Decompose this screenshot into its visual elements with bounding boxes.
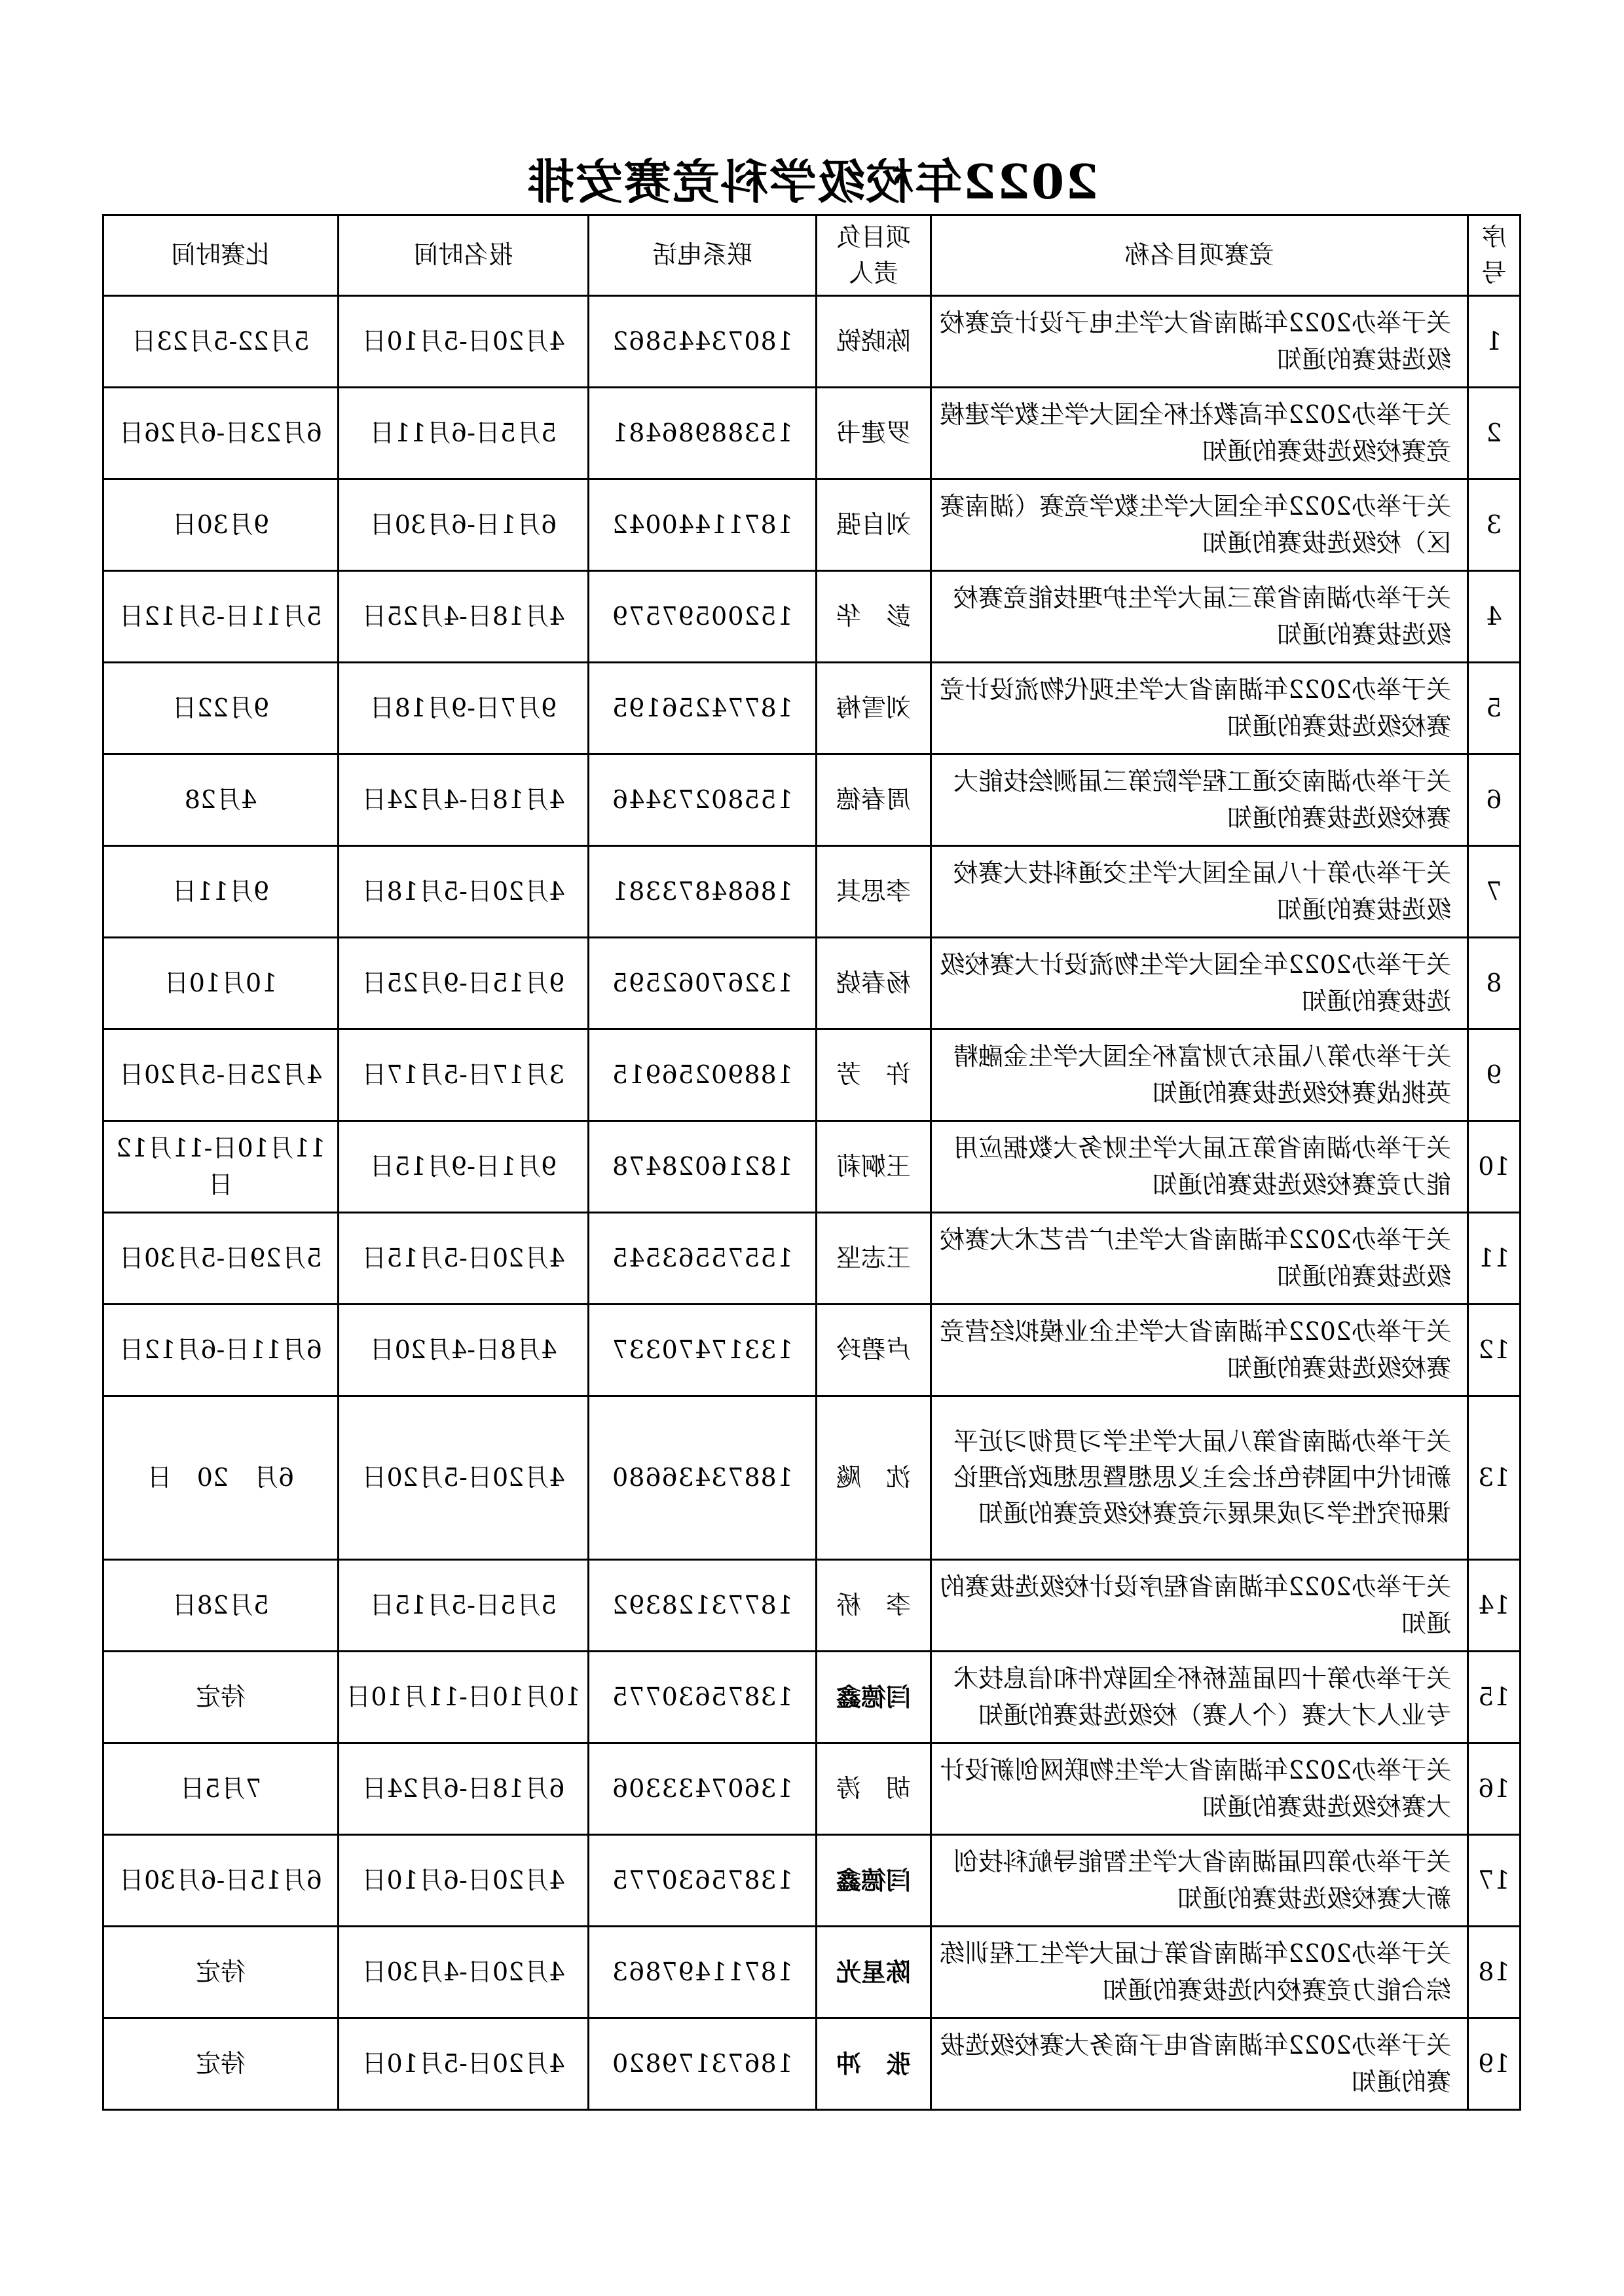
row-competition-time: 6月15日-6月30日 [103,1835,339,1927]
row-competition-time: 9月30日 [103,479,339,571]
row-project-name: 关于举办第十四届蓝桥杯全国软件和信息技术专业人才大赛（个人赛）校级选拔赛的通知 [931,1652,1468,1743]
row-phone: 18711440042 [589,479,817,571]
row-seq: 11 [1468,1213,1521,1305]
row-phone: 18216028478 [589,1121,817,1213]
row-registration-time: 4月18日-4月25日 [339,571,589,663]
row-leader: 周春德 [817,754,931,846]
row-competition-time: 9月22日 [103,663,339,754]
table-row [103,1396,1521,1560]
row-seq: 13 [1468,1396,1521,1560]
row-phone: 18711497863 [589,1927,817,2018]
row-leader: 王婀莉 [817,1121,931,1213]
row-seq: 9 [1468,1029,1521,1121]
row-registration-time: 5月5日-6月11日 [339,388,589,479]
competition-schedule-table [102,214,1521,2111]
row-registration-time: 4月20日-5月20日 [339,1396,589,1560]
row-phone: 18873436680 [589,1396,817,1560]
row-leader: 李思其 [817,846,931,938]
table-row [103,754,1521,846]
row-project-name: 关于举办2022年湖南省大学生物联网创新设计大赛校级选拔赛的通知 [931,1743,1468,1835]
row-competition-time: 6月23日-6月26日 [103,388,339,479]
row-registration-time: 4月20日-5月10日 [339,2018,589,2110]
row-project-name: 关于举办湖南省第五届大学生财务大数据应用能力竞赛校级选拔赛的通知 [931,1121,1468,1213]
table-row [103,846,1521,938]
row-registration-time: 9月15日-9月25日 [339,938,589,1029]
table-row [103,1560,1521,1652]
table-row [103,296,1521,388]
row-seq: 1 [1468,296,1521,388]
row-project-name: 关于举办2022年高教社杯全国大学生数学建模竞赛校级选拔赛的通知 [931,388,1468,479]
table-row [103,1927,1521,2018]
header-reg: 报名时间 [339,215,589,296]
row-project-name: 关于举办2022年湖南省大学生电子设计竞赛校级选拔赛的通知 [931,296,1468,388]
table-row [103,1743,1521,1835]
row-phone: 18684873381 [589,846,817,938]
row-competition-time: 9月11日 [103,846,339,938]
row-competition-time: 5月22-5月23日 [103,296,339,388]
row-phone: 13267062595 [589,938,817,1029]
row-leader: 刘雪梅 [817,663,931,754]
row-seq: 12 [1468,1305,1521,1396]
row-competition-time: 5月11日-5月12日 [103,571,339,663]
row-phone: 18774256195 [589,663,817,754]
row-seq: 2 [1468,388,1521,479]
row-registration-time: 5月5日-5月15日 [339,1560,589,1652]
row-project-name: 关于举办2022年湖南省第七届大学生工程训练综合能力竞赛校内选拔赛的通知 [931,1927,1468,2018]
table-header-row [103,215,1521,296]
row-registration-time: 4月20日-5月10日 [339,296,589,388]
row-seq: 4 [1468,571,1521,663]
row-seq: 19 [1468,2018,1521,2110]
row-competition-time: 5月29日-5月30日 [103,1213,339,1305]
row-competition-time: 4月28 [103,754,339,846]
row-seq: 3 [1468,479,1521,571]
row-phone: 15575563545 [589,1213,817,1305]
row-registration-time: 9月1日-9月15日 [339,1121,589,1213]
header-seq: 序号 [1468,215,1521,296]
row-competition-time: 7月5日 [103,1743,339,1835]
row-project-name: 关于举办2022年湖南省大学生广告艺术大赛校级选拔赛的通知 [931,1213,1468,1305]
table-row [103,2018,1521,2110]
row-phone: 18773128392 [589,1560,817,1652]
row-phone: 13317470337 [589,1305,817,1396]
header-leader-line1: 项目负 [836,222,912,251]
page-title: 2022年校级学科竞赛安排 [525,154,1099,210]
row-seq: 8 [1468,938,1521,1029]
row-registration-time: 9月7日-9月18日 [339,663,589,754]
row-seq: 10 [1468,1121,1521,1213]
row-phone: 13875630775 [589,1652,817,1743]
row-leader: 李 桥 [817,1560,931,1652]
row-leader: 闫德鑫 [817,1835,931,1927]
row-phone: 15388986481 [589,388,817,479]
row-seq: 14 [1468,1560,1521,1652]
table-row [103,663,1521,754]
header-comp: 比赛时间 [103,215,339,296]
row-project-name: 关于举办湖南省第三届大学生护理技能竞赛校级选拔赛的通知 [931,571,1468,663]
row-phone: 18673179820 [589,2018,817,2110]
table-row [103,1835,1521,1927]
header-leader [817,215,931,296]
row-leader: 刘自强 [817,479,931,571]
row-registration-time: 10月10日-11月10日 [339,1652,589,1743]
row-registration-time: 4月20日-5月18日 [339,846,589,938]
row-project-name: 关于举办2022年湖南省大学生企业模拟经营竞赛校级选拔赛的通知 [931,1305,1468,1396]
table-row [103,1121,1521,1213]
row-competition-time: 11月10日-11月12日 [103,1121,339,1213]
row-registration-time: 4月18日-4月24日 [339,754,589,846]
row-phone: 15200597579 [589,571,817,663]
row-competition-time: 10月10日 [103,938,339,1029]
row-competition-time: 6月11日-6月12日 [103,1305,339,1396]
row-project-name: 关于举办第八届东方财富杯全国大学生金融精英挑战赛校级选拔赛的通知 [931,1029,1468,1121]
row-leader: 胡 涛 [817,1743,931,1835]
row-phone: 15580273446 [589,754,817,846]
row-seq: 15 [1468,1652,1521,1743]
row-leader: 张 冲 [817,2018,931,2110]
header-leader-line2: 责人 [849,259,899,287]
row-competition-time: 待定 [103,1652,339,1743]
row-leader: 陈晓锐 [817,296,931,388]
row-phone: 13875630775 [589,1835,817,1927]
row-project-name: 关于举办第四届湖南省大学生智能导航科技创新大赛校级选拔赛的通知 [931,1835,1468,1927]
row-registration-time: 6月18日-6月24日 [339,1743,589,1835]
row-leader: 杨春娆 [817,938,931,1029]
table-body [103,296,1521,2110]
row-project-name: 关于举办2022年湖南省大学生现代物流设计竞赛校级选拔赛的通知 [931,663,1468,754]
row-leader: 罗建书 [817,388,931,479]
table-row [103,1029,1521,1121]
header-project: 竞赛项目名称 [931,215,1468,296]
row-competition-time: 5月28日 [103,1560,339,1652]
row-registration-time: 6月1日-6月30日 [339,479,589,571]
row-project-name: 关于举办湖南省第八届大学生学习贯彻习近平新时代中国特色社会主义思想暨思想政治理论课研究性学习成果展示竞赛校级竞赛的通知 [931,1396,1468,1560]
row-competition-time: 待定 [103,1927,339,2018]
row-project-name: 关于举办2022年全国大学生数学竞赛（湖南赛区）校级选拔赛的通知 [931,479,1468,571]
table-row [103,571,1521,663]
row-seq: 5 [1468,663,1521,754]
row-leader: 陈星光 [817,1927,931,2018]
row-leader: 彭 华 [817,571,931,663]
row-seq: 17 [1468,1835,1521,1927]
row-project-name: 关于举办2022年湖南省程序设计校级选拔赛的通知 [931,1560,1468,1652]
row-registration-time: 4月20日-6月10日 [339,1835,589,1927]
row-leader: 许 芳 [817,1029,931,1121]
row-registration-time: 4月20日-4月30日 [339,1927,589,2018]
row-competition-time: 6月 20 日 [103,1396,339,1560]
row-project-name: 关于举办第十八届全国大学生交通科技大赛校级选拔赛的通知 [931,846,1468,938]
table-row [103,1305,1521,1396]
row-registration-time: 3月17日-5月17日 [339,1029,589,1121]
row-phone: 13607433306 [589,1743,817,1835]
row-leader: 王志坚 [817,1213,931,1305]
row-leader: 卢碧玲 [817,1305,931,1396]
row-project-name: 关于举办2022年湖南省电子商务大赛校级选拔赛的通知 [931,2018,1468,2110]
row-leader: 沈 飚 [817,1396,931,1560]
table-row [103,1652,1521,1743]
row-project-name: 关于举办2022年全国大学生物流设计大赛校级选拔赛的通知 [931,938,1468,1029]
row-phone: 18073445862 [589,296,817,388]
row-project-name: 关于举办湖南交通工程学院第三届测绘技能大赛校级选拔赛的通知 [931,754,1468,846]
row-registration-time: 4月8日-4月20日 [339,1305,589,1396]
row-competition-time: 4月25日-5月20日 [103,1029,339,1121]
table-row [103,388,1521,479]
row-phone: 18890256915 [589,1029,817,1121]
row-competition-time: 待定 [103,2018,339,2110]
row-seq: 7 [1468,846,1521,938]
row-leader: 闫德鑫 [817,1652,931,1743]
table-row [103,938,1521,1029]
row-seq: 18 [1468,1927,1521,2018]
table-row [103,479,1521,571]
row-registration-time: 4月20日-5月15日 [339,1213,589,1305]
row-seq: 16 [1468,1743,1521,1835]
row-seq: 6 [1468,754,1521,846]
table-row [103,1213,1521,1305]
header-phone: 联系电话 [589,215,817,296]
